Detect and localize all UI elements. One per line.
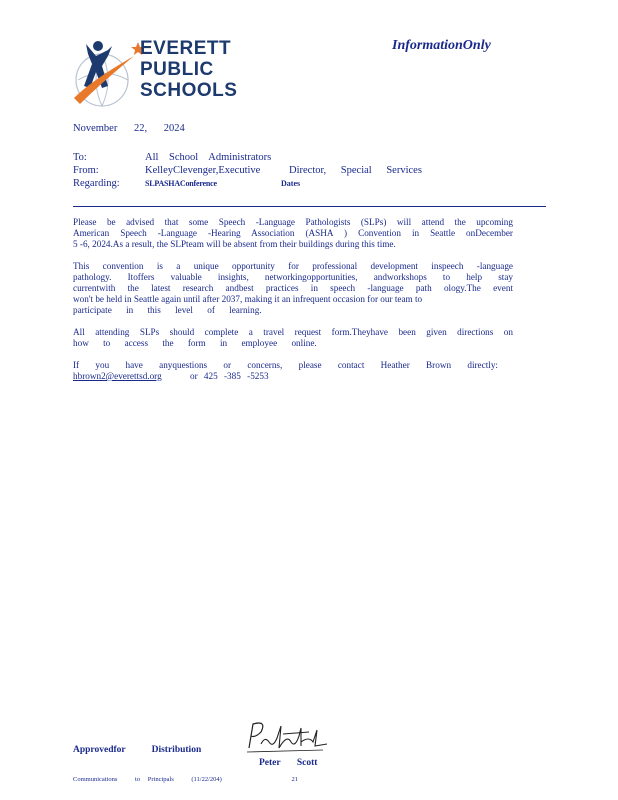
page-footer bbox=[73, 776, 314, 783]
footer-page-number: 21 bbox=[291, 776, 298, 783]
to-label: To: bbox=[73, 152, 87, 163]
regarding-dates: Dates bbox=[281, 179, 301, 188]
approved-for-distribution bbox=[73, 745, 201, 755]
body-line: Please be advised that some Speech -Language Pathologists (SLPs) will attend the upcoming bbox=[73, 217, 513, 227]
handwritten-signature bbox=[243, 718, 333, 756]
body-line: 5 -6, 2024.As a result, the SLPteam will be absent from their buildings during this time. bbox=[73, 239, 396, 249]
body-line: This convention is a unique opportunity for professional development inspeech -language bbox=[73, 261, 513, 271]
signer-name: Peter Scott bbox=[259, 758, 318, 768]
approved-label: Approvedfor bbox=[73, 745, 126, 755]
district-logo bbox=[72, 36, 252, 110]
contact-email-link[interactable]: hbrown2@everettsd.org bbox=[73, 371, 162, 381]
from-label: From: bbox=[73, 165, 99, 176]
body-line: pathology. Itoffers valuable insights, networkingopportunities, andworkshops to help stay bbox=[73, 272, 513, 282]
body-line: If you have anyquestions or concerns, please contact Heather Brown directly: bbox=[73, 360, 498, 370]
from-name: KelleyClevenger,Executive bbox=[145, 165, 261, 176]
to-value: All School Administrators bbox=[145, 152, 272, 163]
from-row bbox=[73, 164, 533, 177]
body-line: All attending SLPs should complete a travel request form.Theyhave been given directions on bbox=[73, 327, 513, 337]
body-line: how to access the form in employee online. bbox=[73, 338, 317, 348]
from-title: Director, Special Services bbox=[289, 165, 422, 176]
contact-line bbox=[73, 371, 513, 382]
body-line: currentwith the latest research andbest practices in speech -language path ology.The event bbox=[73, 283, 513, 293]
paragraph-contact bbox=[73, 360, 513, 382]
logo-wordmark: EVERETT PUBLIC SCHOOLS bbox=[140, 38, 238, 101]
footer-audience: Communications bbox=[73, 776, 118, 783]
body-line: American Speech -Language -Hearing Association (ASHA ) Convention in Seattle onDecember bbox=[73, 228, 513, 238]
body-line: won't be held in Seattle again until after 2037, making it an infrequent occasion for our team to bbox=[73, 294, 423, 304]
approval-block bbox=[73, 718, 373, 778]
paragraph-travel-request bbox=[73, 327, 513, 349]
contact-phone: or 425 -385 -5253 bbox=[189, 371, 269, 381]
memo-body bbox=[73, 217, 513, 393]
header-divider bbox=[73, 206, 546, 207]
paragraph-convention-notice bbox=[73, 217, 513, 250]
regarding-label: Regarding: bbox=[73, 178, 120, 189]
regarding-row bbox=[73, 177, 533, 190]
footer-to: to Principals bbox=[135, 776, 174, 783]
memo-header bbox=[73, 151, 533, 190]
to-row bbox=[73, 151, 533, 164]
globe-runner-icon bbox=[72, 36, 142, 110]
memo-date: November 22, 2024 bbox=[73, 123, 185, 134]
body-line: participate in this level of learning. bbox=[73, 305, 262, 315]
regarding-value: SLPASHAConference bbox=[145, 179, 217, 188]
information-only-label: InformationOnly bbox=[392, 38, 491, 53]
distribution-label: Distribution bbox=[151, 745, 202, 755]
paragraph-opportunity bbox=[73, 261, 513, 316]
footer-date: (11/22/204) bbox=[191, 776, 222, 783]
